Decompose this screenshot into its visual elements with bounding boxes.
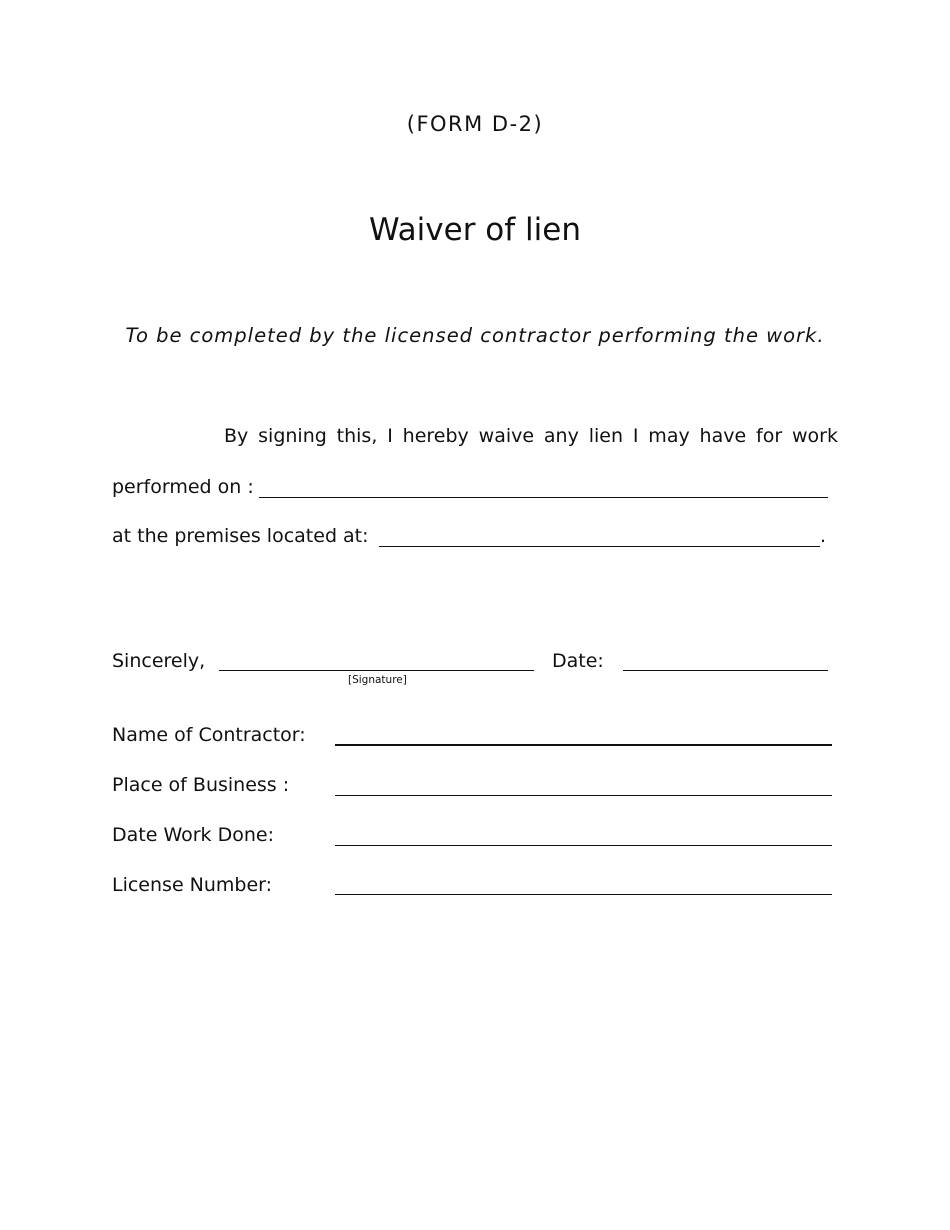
date-work-done-label: Date Work Done: [112, 824, 274, 846]
place-of-business-field[interactable] [335, 795, 832, 796]
license-number-field[interactable] [335, 894, 832, 895]
date-work-done-field[interactable] [335, 845, 832, 846]
license-number-label: License Number: [112, 874, 273, 896]
waiver-sentence: By signing this, I hereby waive any lien I may have for work [224, 425, 838, 447]
performed-on-field[interactable] [259, 497, 828, 498]
form-code: (FORM D-2) [406, 112, 544, 136]
date-label: Date: [552, 650, 604, 672]
sincerely-label: Sincerely, [112, 650, 206, 672]
page-title: Waiver of lien [369, 212, 581, 248]
premises-label: at the premises located at: [112, 525, 369, 547]
premises-field[interactable] [379, 546, 820, 547]
date-field[interactable] [623, 670, 828, 671]
instruction-text: To be completed by the licensed contractor performing the work. [125, 324, 825, 347]
place-of-business-label: Place of Business : [112, 774, 290, 796]
premises-period: . [820, 525, 827, 547]
performed-on-label: performed on : [112, 476, 254, 498]
contractor-name-field[interactable] [335, 744, 832, 746]
contractor-name-label: Name of Contractor: [112, 724, 306, 746]
signature-field[interactable] [219, 670, 534, 671]
signature-caption: [Signature] [348, 674, 407, 686]
